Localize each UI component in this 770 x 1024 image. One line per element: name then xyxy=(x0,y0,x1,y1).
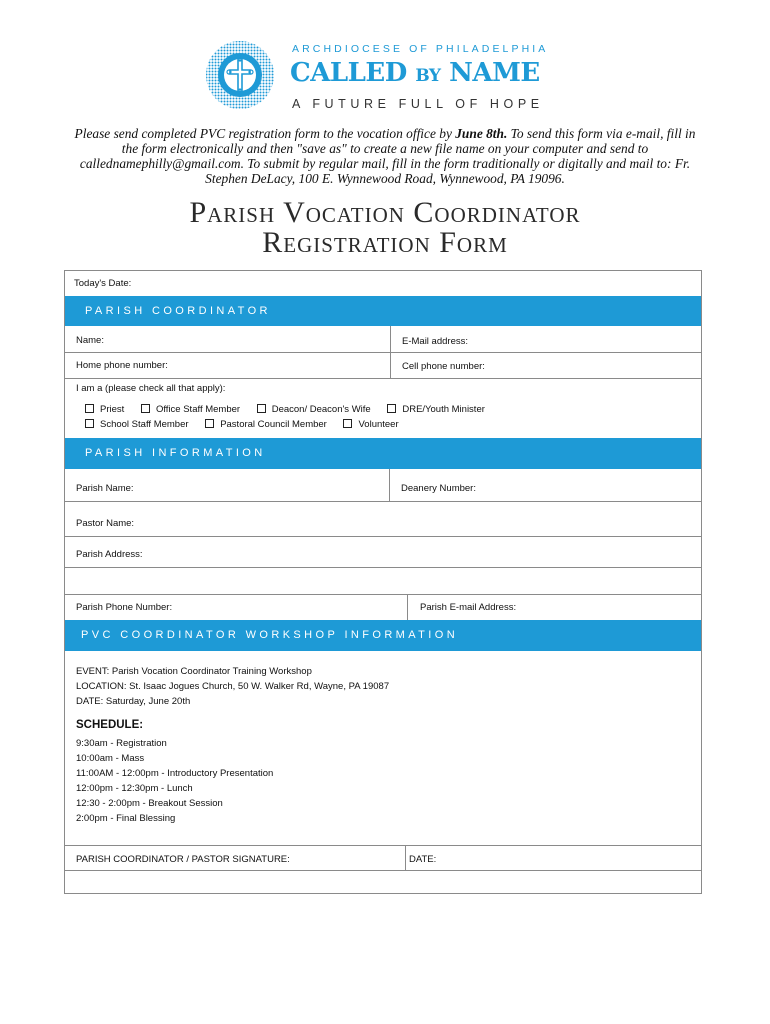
parish-name-field[interactable]: Parish Name: xyxy=(76,483,134,494)
role-checkbox-row-1: Priest Office Staff Member Deacon/ Deacon's Wife DRE/Youth Minister xyxy=(85,404,499,415)
email-field[interactable]: E-Mail address: xyxy=(402,336,468,347)
schedule-heading: SCHEDULE: xyxy=(76,719,144,731)
role-checkbox-row-2: School Staff Member Pastoral Council Member Volunteer xyxy=(85,419,413,430)
checkbox-school-staff[interactable] xyxy=(85,419,94,428)
checkbox-deacon[interactable] xyxy=(257,404,266,413)
checkbox-office-staff[interactable] xyxy=(141,404,150,413)
checkbox-pastoral-council[interactable] xyxy=(205,419,214,428)
archdiocese-label: ARCHDIOCESE OF PHILADELPHIA xyxy=(292,43,549,55)
pastor-name-field[interactable]: Pastor Name: xyxy=(76,518,135,529)
page-title: Parish Vocation Coordinator Registration Form xyxy=(189,196,581,259)
registration-form xyxy=(64,270,702,894)
workshop-information-heading: PVC COORDINATOR WORKSHOP INFORMATION xyxy=(65,620,701,651)
checkbox-priest[interactable] xyxy=(85,404,94,413)
brand-name: CALLED BY NAME xyxy=(290,58,540,88)
workshop-event: EVENT: Parish Vocation Coordinator Training Workshop xyxy=(76,666,312,677)
checkbox-dre[interactable] xyxy=(387,404,396,413)
checkbox-volunteer[interactable] xyxy=(343,419,352,428)
cross-icon xyxy=(205,40,275,110)
deanery-number-field[interactable]: Deanery Number: xyxy=(401,483,476,494)
schedule-item: 2:00pm - Final Blessing xyxy=(76,813,176,824)
role-prompt: I am a (please check all that apply): xyxy=(76,383,226,394)
cell-phone-field[interactable]: Cell phone number: xyxy=(402,361,485,372)
signature-field[interactable]: PARISH COORDINATOR / PASTOR SIGNATURE: xyxy=(76,854,290,865)
instructions-text: Please send completed PVC registration form to the vocation office by June 8th. To send this form via e-mail, fill in the form electronically and then "save as" to create a new file name on your computer and send to callednamephilly@gmail.com. To submit by regular mail, fill in the form traditionally or digitally and mail to: Fr. Stephen DeLacy, 100 E. Wynnewood Road, Wynnewood, PA 19096. xyxy=(74,126,696,186)
home-phone-field[interactable]: Home phone number: xyxy=(76,360,168,371)
todays-date-field[interactable]: Today's Date: xyxy=(74,278,132,289)
called-by-name-logo xyxy=(205,40,550,115)
signature-date-field[interactable]: DATE: xyxy=(409,854,437,865)
workshop-date: DATE: Saturday, June 20th xyxy=(76,696,191,707)
parish-phone-field[interactable]: Parish Phone Number: xyxy=(76,602,173,613)
name-field[interactable]: Name: xyxy=(76,335,104,346)
schedule-item: 9:30am - Registration xyxy=(76,738,167,749)
parish-address-field[interactable]: Parish Address: xyxy=(76,549,143,560)
schedule-item: 11:00AM - 12:00pm - Introductory Presentation xyxy=(76,768,274,779)
workshop-location: LOCATION: St. Isaac Jogues Church, 50 W. Walker Rd, Wayne, PA 19087 xyxy=(76,681,390,692)
parish-email-field[interactable]: Parish E-mail Address: xyxy=(420,602,517,613)
parish-coordinator-heading: PARISH COORDINATOR xyxy=(65,296,701,326)
signature-entry-area[interactable] xyxy=(65,871,701,893)
deadline-text: June 8th. xyxy=(455,126,508,141)
schedule-item: 12:30 - 2:00pm - Breakout Session xyxy=(76,798,223,809)
schedule-item: 12:00pm - 12:30pm - Lunch xyxy=(76,783,193,794)
brand-tagline: A FUTURE FULL OF HOPE xyxy=(292,97,544,111)
parish-address-line-2[interactable] xyxy=(65,568,701,594)
parish-information-heading: PARISH INFORMATION xyxy=(65,438,701,469)
schedule-item: 10:00am - Mass xyxy=(76,753,145,764)
